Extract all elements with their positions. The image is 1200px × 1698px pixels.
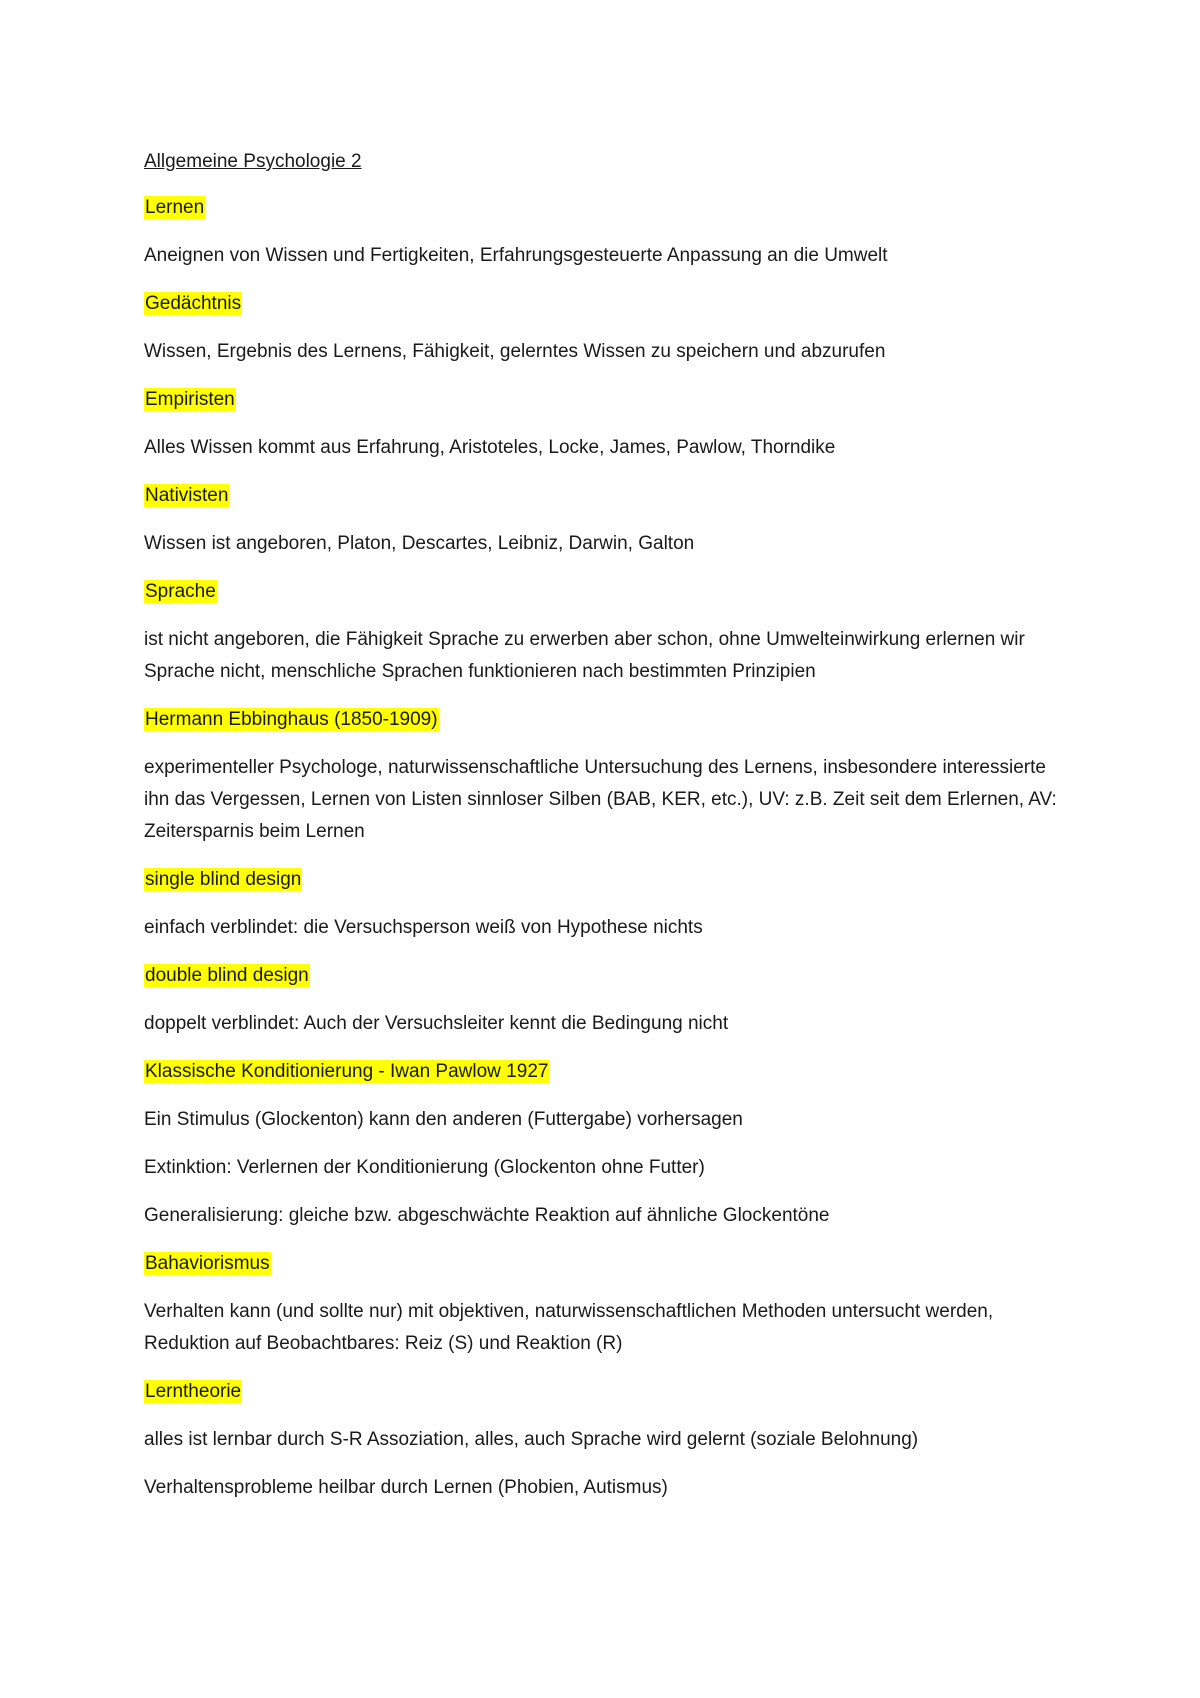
heading-sprache-text: Sprache	[145, 581, 216, 602]
heading-nativisten	[144, 480, 1064, 512]
heading-nativisten-text: Nativisten	[145, 485, 229, 506]
heading-lerntheorie	[144, 1376, 1064, 1408]
paragraph-behaviorismus: Verhalten kann (und sollte nur) mit objektiven, naturwissenschaftlichen Methoden untersucht werden, Reduktion auf Beobachtbares: Reiz (S) und Reaktion (R)	[144, 1301, 994, 1354]
heading-single-blind	[144, 864, 1064, 896]
heading-behaviorismus	[144, 1248, 1064, 1280]
heading-empiristen-text: Empiristen	[145, 389, 235, 410]
heading-empiristen	[144, 384, 1064, 416]
document-page	[144, 146, 1064, 1520]
heading-double-blind-text: double blind design	[145, 965, 309, 986]
document-title: Allgemeine Psychologie 2	[144, 151, 362, 172]
paragraph-konditionierung-3: Generalisierung: gleiche bzw. abgeschwächte Reaktion auf ähnliche Glockentöne	[144, 1205, 830, 1226]
heading-ebbinghaus	[144, 704, 1064, 736]
paragraph-double-blind: doppelt verblindet: Auch der Versuchsleiter kennt die Bedingung nicht	[144, 1013, 729, 1034]
paragraph-konditionierung-2: Extinktion: Verlernen der Konditionierung (Glockenton ohne Futter)	[144, 1157, 705, 1178]
heading-single-blind-text: single blind design	[145, 869, 302, 890]
heading-gedaechtnis-text: Gedächtnis	[145, 293, 242, 314]
heading-lernen-text: Lernen	[145, 197, 205, 218]
paragraph-nativisten: Wissen ist angeboren, Platon, Descartes, Leibniz, Darwin, Galton	[144, 533, 695, 554]
heading-behaviorismus-text: Bahaviorismus	[145, 1253, 270, 1274]
paragraph-lernen: Aneignen von Wissen und Fertigkeiten, Erfahrungsgesteuerte Anpassung an die Umwelt	[144, 245, 888, 266]
heading-lerntheorie-text: Lerntheorie	[145, 1381, 242, 1402]
paragraph-empiristen: Alles Wissen kommt aus Erfahrung, Aristoteles, Locke, James, Pawlow, Thorndike	[144, 437, 836, 458]
heading-sprache	[144, 576, 1064, 608]
paragraph-konditionierung-1: Ein Stimulus (Glockenton) kann den anderen (Futtergabe) vorhersagen	[144, 1109, 743, 1130]
paragraph-lerntheorie-1: alles ist lernbar durch S-R Assoziation, alles, auch Sprache wird gelernt (soziale Belohnung)	[144, 1429, 919, 1450]
heading-konditionierung-text: Klassische Konditionierung - Iwan Pawlow 1927	[145, 1061, 549, 1082]
paragraph-gedaechtnis: Wissen, Ergebnis des Lernens, Fähigkeit, gelerntes Wissen zu speichern und abzurufen	[144, 341, 886, 362]
paragraph-lerntheorie-2: Verhaltensprobleme heilbar durch Lernen (Phobien, Autismus)	[144, 1477, 668, 1498]
heading-konditionierung	[144, 1056, 1064, 1088]
heading-double-blind	[144, 960, 1064, 992]
paragraph-single-blind: einfach verblindet: die Versuchsperson weiß von Hypothese nichts	[144, 917, 703, 938]
heading-lernen	[144, 192, 1064, 224]
paragraph-ebbinghaus: experimenteller Psychologe, naturwissenschaftliche Untersuchung des Lernens, insbesondere interessierte ihn das Vergessen, Lernen von Listen sinnloser Silben (BAB, KER, etc.), UV: z.B. Zeit seit dem Erlernen, AV: Zeitersparnis beim Lernen	[144, 757, 1057, 842]
paragraph-sprache: ist nicht angeboren, die Fähigkeit Sprache zu erwerben aber schon, ohne Umwelteinwirkung erlernen wir Sprache nicht, menschliche Sprachen funktionieren nach bestimmten Prinzipien	[144, 629, 1025, 682]
heading-gedaechtnis	[144, 288, 1064, 320]
heading-ebbinghaus-text: Hermann Ebbinghaus (1850-1909)	[145, 709, 438, 730]
